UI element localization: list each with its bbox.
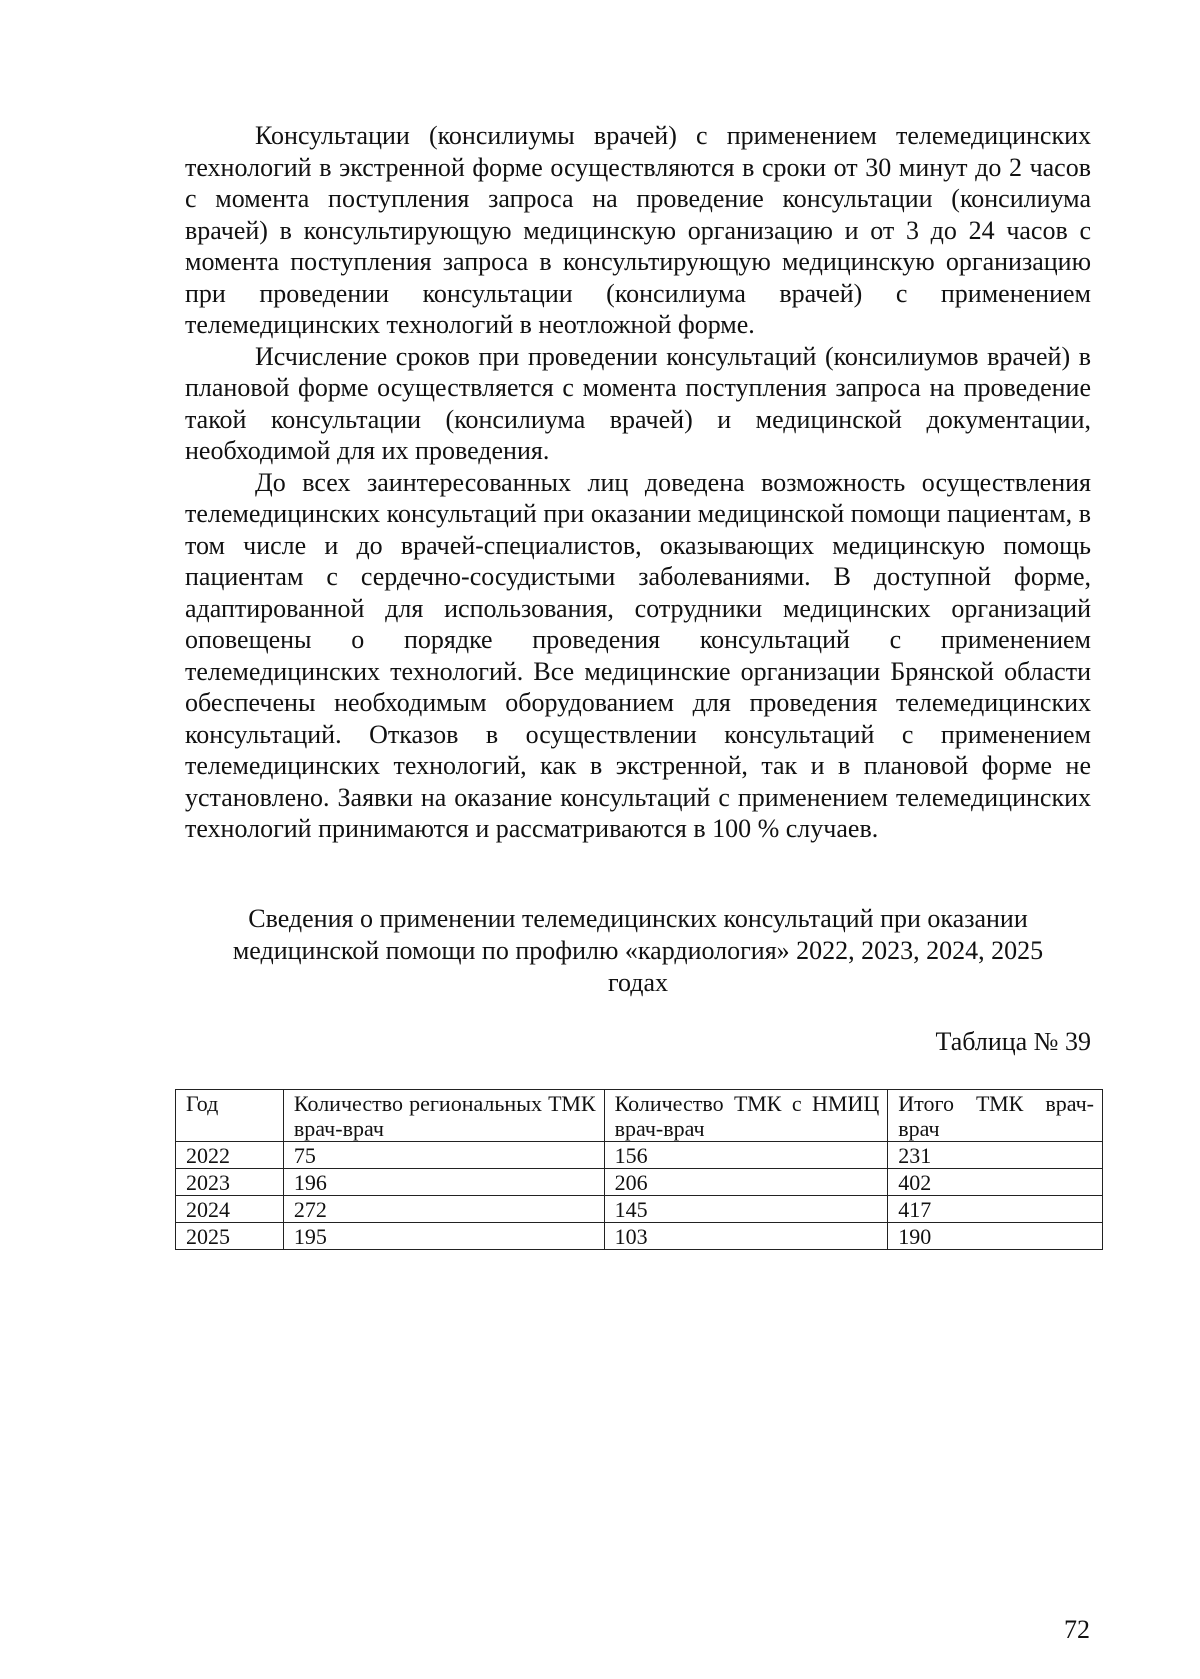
header-total-tmk: Итого ТМК врач-врач: [888, 1090, 1103, 1142]
cell-year: 2024: [176, 1196, 284, 1223]
cell-total-tmk: 402: [888, 1169, 1103, 1196]
paragraph-emergency-consultations: Консультации (консилиумы врачей) с применением телемедицинских технологий в экстренной форме осуществляются в сроки от 30 минут до 2 часов с момента поступления запроса на проведение консультации (консилиума врачей) в консультирующую медицинскую организацию и от 3 до 24 часов с момента поступления запроса в консультирующую медицинскую организацию при проведении консультации (консилиума врачей) с применением телемедицинских технологий в неотложной форме.: [185, 121, 1091, 339]
telemedicine-consultations-table: [175, 1089, 1103, 1250]
header-nmic-tmk: Количество ТМК с НМИЦ врач-врач: [604, 1090, 888, 1142]
cell-total-tmk: 417: [888, 1196, 1103, 1223]
paragraph-planned-consultations: Исчисление сроков при проведении консультаций (консилиумов врачей) в плановой форме осуществляется с момента поступления запроса на проведение такой консультации (консилиума врачей) и медицинской документации, необходимой для их проведения.: [185, 341, 1091, 465]
cell-regional-tmk: 196: [283, 1169, 604, 1196]
table-row: [176, 1223, 1103, 1250]
table-row: [176, 1169, 1103, 1196]
cell-year: 2023: [176, 1169, 284, 1196]
cell-nmic-tmk: 156: [604, 1142, 888, 1169]
cell-year: 2022: [176, 1142, 284, 1169]
table-row: [176, 1196, 1103, 1223]
cell-regional-tmk: 195: [283, 1223, 604, 1250]
cell-regional-tmk: 75: [283, 1142, 604, 1169]
page-number: 72: [1064, 1615, 1090, 1644]
cell-regional-tmk: 272: [283, 1196, 604, 1223]
body-text: [185, 120, 1091, 845]
cell-nmic-tmk: 145: [604, 1196, 888, 1223]
table-heading-line-2: медицинской помощи по профилю «кардиология» 2022, 2023, 2024, 2025: [232, 936, 1044, 965]
header-regional-tmk: Количество региональных ТМК врач-врач: [283, 1090, 604, 1142]
cell-total-tmk: 190: [888, 1223, 1103, 1250]
paragraph-availability: До всех заинтересованных лиц доведена возможность осуществления телемедицинских консультаций при оказании медицинской помощи пациентам, в том числе и до врачей-специалистов, оказывающих медицинскую помощь пациентам с сердечно-сосудистыми заболеваниями. В доступной форме, адаптированной для использования, сотрудники медицинских организаций оповещены о порядке проведения консультаций с применением телемедицинских технологий. Все медицинские организации Брянской области обеспечены необходимым оборудованием для проведения телемедицинских консультаций. Отказов в осуществлении консультаций с применением телемедицинских технологий, как в экстренной, так и в плановой форме не установлено. Заявки на оказание консультаций с применением телемедицинских технологий принимаются и рассматриваются в 100 % случаев.: [185, 467, 1091, 843]
table-row: [176, 1142, 1103, 1169]
cell-nmic-tmk: 206: [604, 1169, 888, 1196]
table-heading-line-1: Сведения о применении телемедицинских консультаций при оказании: [248, 904, 1028, 933]
cell-year: 2025: [176, 1223, 284, 1250]
table-heading: [185, 903, 1091, 999]
table-header-row: [176, 1090, 1103, 1142]
table-number-label: Таблица № 39: [935, 1027, 1091, 1056]
header-year: Год: [176, 1090, 284, 1142]
cell-total-tmk: 231: [888, 1142, 1103, 1169]
cell-nmic-tmk: 103: [604, 1223, 888, 1250]
table-heading-line-3: годах: [607, 968, 669, 997]
